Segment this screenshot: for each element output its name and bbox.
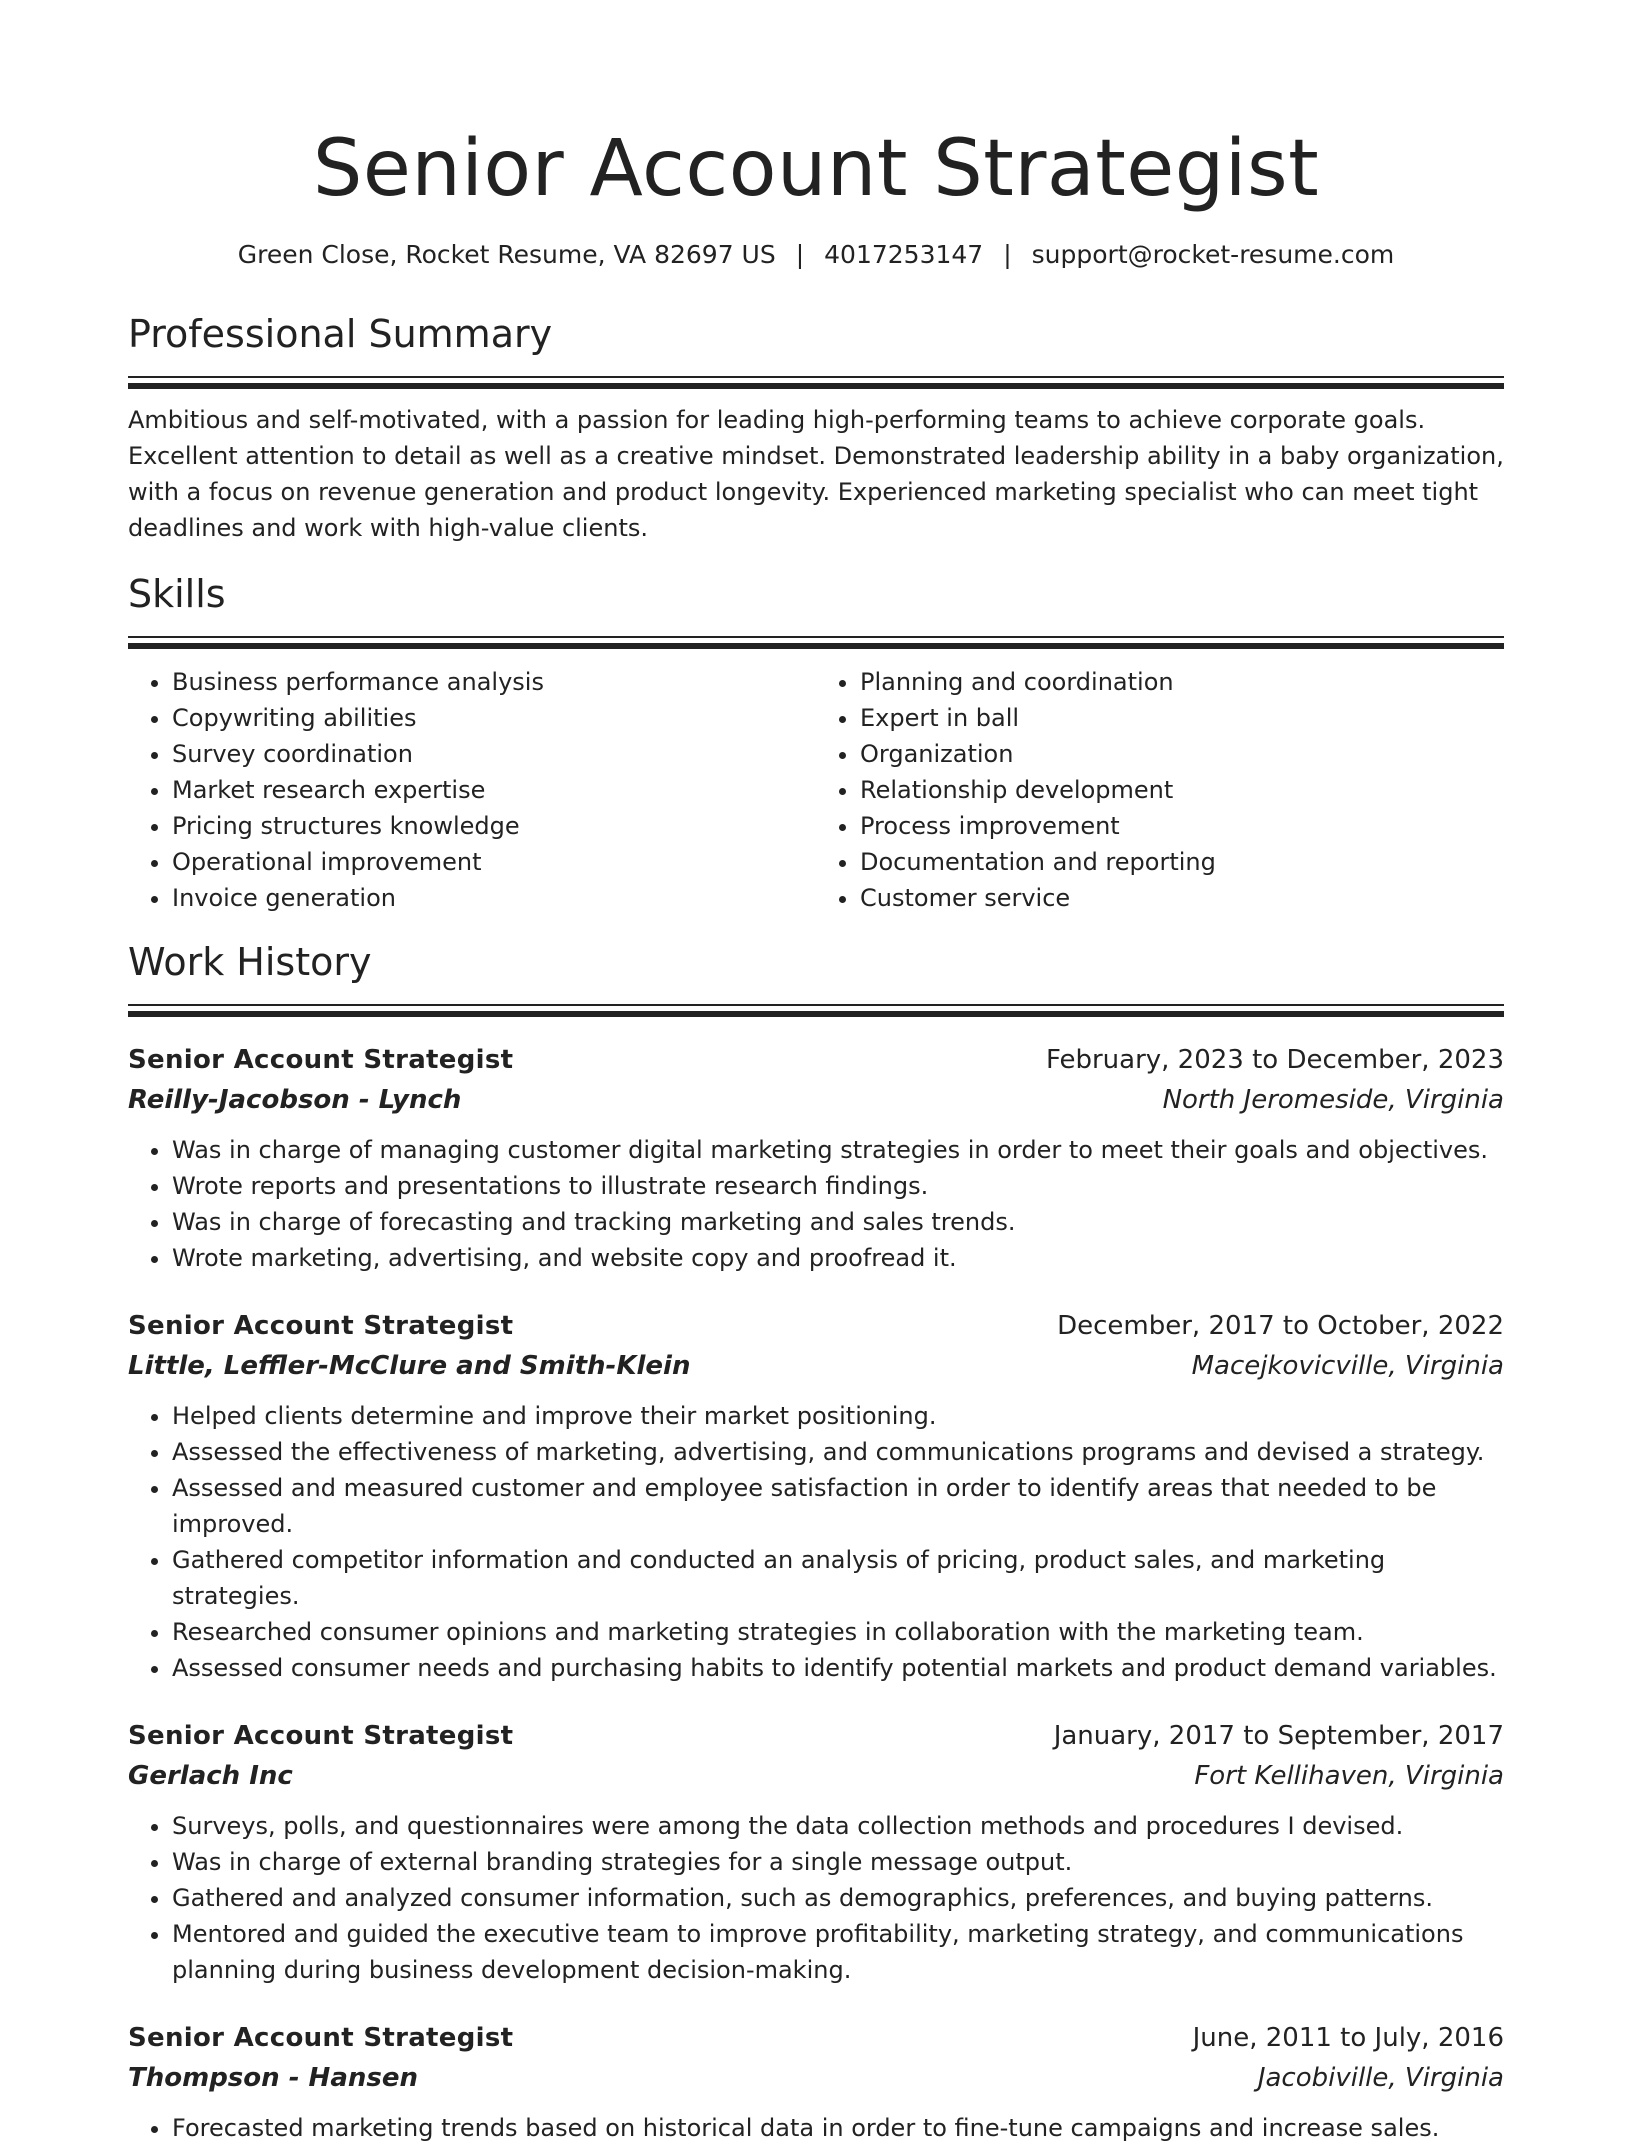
job-entry bbox=[128, 1040, 1504, 1276]
skills-columns bbox=[128, 664, 1504, 916]
work-section bbox=[128, 938, 1504, 2146]
job-title: Senior Account Strategist bbox=[128, 1311, 514, 1341]
job-header-row bbox=[128, 1306, 1504, 1346]
job-location: North Jeromeside, Virginia bbox=[1162, 1085, 1504, 1115]
job-title: Senior Account Strategist bbox=[128, 2023, 514, 2053]
section-divider bbox=[128, 376, 1504, 382]
job-dates: February, 2023 to December, 2023 bbox=[1045, 1045, 1504, 1075]
job-bullet: • Was in charge of managing customer digital marketing strategies in order to meet their goals and objectives. bbox=[172, 1132, 1504, 1168]
job-dates: December, 2017 to October, 2022 bbox=[1057, 1311, 1504, 1341]
contact-separator: | bbox=[795, 240, 805, 269]
skill-item: • Documentation and reporting bbox=[860, 844, 1504, 880]
skill-item: • Survey coordination bbox=[172, 736, 816, 772]
summary-text: Ambitious and self-motivated, with a passion for leading high-performing teams to achieve corporate goals. Excellent attention to detail as well as a creative mindset. Demonstrated leadership ability in a baby organization, with a focus on revenue generation and product longevity. Experienced marketing specialist who can meet tight deadlines and work with high-value clients. bbox=[128, 406, 1504, 542]
skills-list-right bbox=[816, 664, 1504, 916]
job-company-row bbox=[128, 1756, 1504, 1796]
skill-item: • Organization bbox=[860, 736, 1504, 772]
contact-email[interactable]: support@rocket-resume.com bbox=[1031, 240, 1395, 269]
job-bullet: • Wrote marketing, advertising, and website copy and proofread it. bbox=[172, 1240, 1504, 1276]
contact-separator: | bbox=[1003, 240, 1012, 269]
contact-phone: 4017253147 bbox=[824, 240, 984, 269]
job-header-row bbox=[128, 1716, 1504, 1756]
job-header-row bbox=[128, 2018, 1504, 2058]
resume-content bbox=[128, 0, 1504, 2146]
job-bullets bbox=[128, 2110, 1504, 2146]
job-bullet: • Forecasted marketing trends based on historical data in order to fine-tune campaigns and increase sales. bbox=[172, 2110, 1504, 2146]
job-company: Little, Leffler-McClure and Smith-Klein bbox=[128, 1351, 691, 1381]
job-entry bbox=[128, 1716, 1504, 1988]
skill-item: • Relationship development bbox=[860, 772, 1504, 808]
job-bullet: • Was in charge of forecasting and tracking marketing and sales trends. bbox=[172, 1204, 1504, 1240]
skill-item: • Invoice generation bbox=[172, 880, 816, 916]
skill-item: • Process improvement bbox=[860, 808, 1504, 844]
skill-item: • Expert in ball bbox=[860, 700, 1504, 736]
job-bullets bbox=[128, 1132, 1504, 1276]
job-bullets bbox=[128, 1398, 1504, 1686]
job-bullet: • Wrote reports and presentations to illustrate research findings. bbox=[172, 1168, 1504, 1204]
job-bullet: • Helped clients determine and improve their market positioning. bbox=[172, 1398, 1504, 1434]
section-title-summary: Professional Summary bbox=[128, 312, 553, 356]
contact-address: Green Close, Rocket Resume, VA 82697 US bbox=[237, 240, 776, 269]
skill-item: • Copywriting abilities bbox=[172, 700, 816, 736]
job-bullet: • Was in charge of external branding strategies for a single message output. bbox=[172, 1844, 1504, 1880]
job-company: Gerlach Inc bbox=[128, 1761, 293, 1791]
job-dates: June, 2011 to July, 2016 bbox=[1192, 2023, 1504, 2053]
job-bullets bbox=[128, 1808, 1504, 1988]
skills-section bbox=[128, 570, 1504, 916]
job-entry bbox=[128, 2018, 1504, 2146]
section-divider bbox=[128, 636, 1504, 642]
resume-name: Senior Account Strategist bbox=[312, 124, 1320, 214]
skill-item: • Planning and coordination bbox=[860, 664, 1504, 700]
job-bullet: • Gathered and analyzed consumer information, such as demographics, preferences, and buying patterns. bbox=[172, 1880, 1504, 1916]
job-bullet: • Researched consumer opinions and marketing strategies in collaboration with the marketing team. bbox=[172, 1614, 1504, 1650]
job-list bbox=[128, 1040, 1504, 2146]
job-bullet: • Surveys, polls, and questionnaires were among the data collection methods and procedures I devised. bbox=[172, 1808, 1504, 1844]
section-title-skills: Skills bbox=[128, 572, 226, 616]
skill-item: • Customer service bbox=[860, 880, 1504, 916]
job-title: Senior Account Strategist bbox=[128, 1721, 514, 1751]
job-company-row bbox=[128, 1346, 1504, 1386]
job-header-row bbox=[128, 1040, 1504, 1080]
job-location: Jacobiville, Virginia bbox=[1257, 2063, 1504, 2093]
section-divider bbox=[128, 1004, 1504, 1010]
job-location: Macejkovicville, Virginia bbox=[1191, 1351, 1504, 1381]
job-bullet: • Assessed the effectiveness of marketing, advertising, and communications programs and devised a strategy. bbox=[172, 1434, 1504, 1470]
job-bullet: • Gathered competitor information and conducted an analysis of pricing, product sales, and marketing strategies. bbox=[172, 1542, 1504, 1614]
job-entry bbox=[128, 1306, 1504, 1686]
section-title-work: Work History bbox=[128, 940, 372, 984]
job-title: Senior Account Strategist bbox=[128, 1045, 514, 1075]
job-bullet: • Mentored and guided the executive team to improve profitability, marketing strategy, and communications planning during business development decision-making. bbox=[172, 1916, 1504, 1988]
skill-item: • Business performance analysis bbox=[172, 664, 816, 700]
job-company: Reilly-Jacobson - Lynch bbox=[128, 1085, 462, 1115]
skill-item: • Operational improvement bbox=[172, 844, 816, 880]
skills-list-left bbox=[128, 664, 816, 916]
skill-item: • Pricing structures knowledge bbox=[172, 808, 816, 844]
job-dates: January, 2017 to September, 2017 bbox=[1053, 1721, 1504, 1751]
summary-section bbox=[128, 310, 1504, 546]
job-bullet: • Assessed and measured customer and employee satisfaction in order to identify areas that needed to be improved. bbox=[172, 1470, 1504, 1542]
job-company-row bbox=[128, 2058, 1504, 2098]
job-company-row bbox=[128, 1080, 1504, 1120]
skill-item: • Market research expertise bbox=[172, 772, 816, 808]
job-company: Thompson - Hansen bbox=[128, 2063, 418, 2093]
job-location: Fort Kellihaven, Virginia bbox=[1194, 1761, 1504, 1791]
job-bullet: • Assessed consumer needs and purchasing habits to identify potential markets and product demand variables. bbox=[172, 1650, 1504, 1686]
contact-line bbox=[128, 238, 1504, 272]
